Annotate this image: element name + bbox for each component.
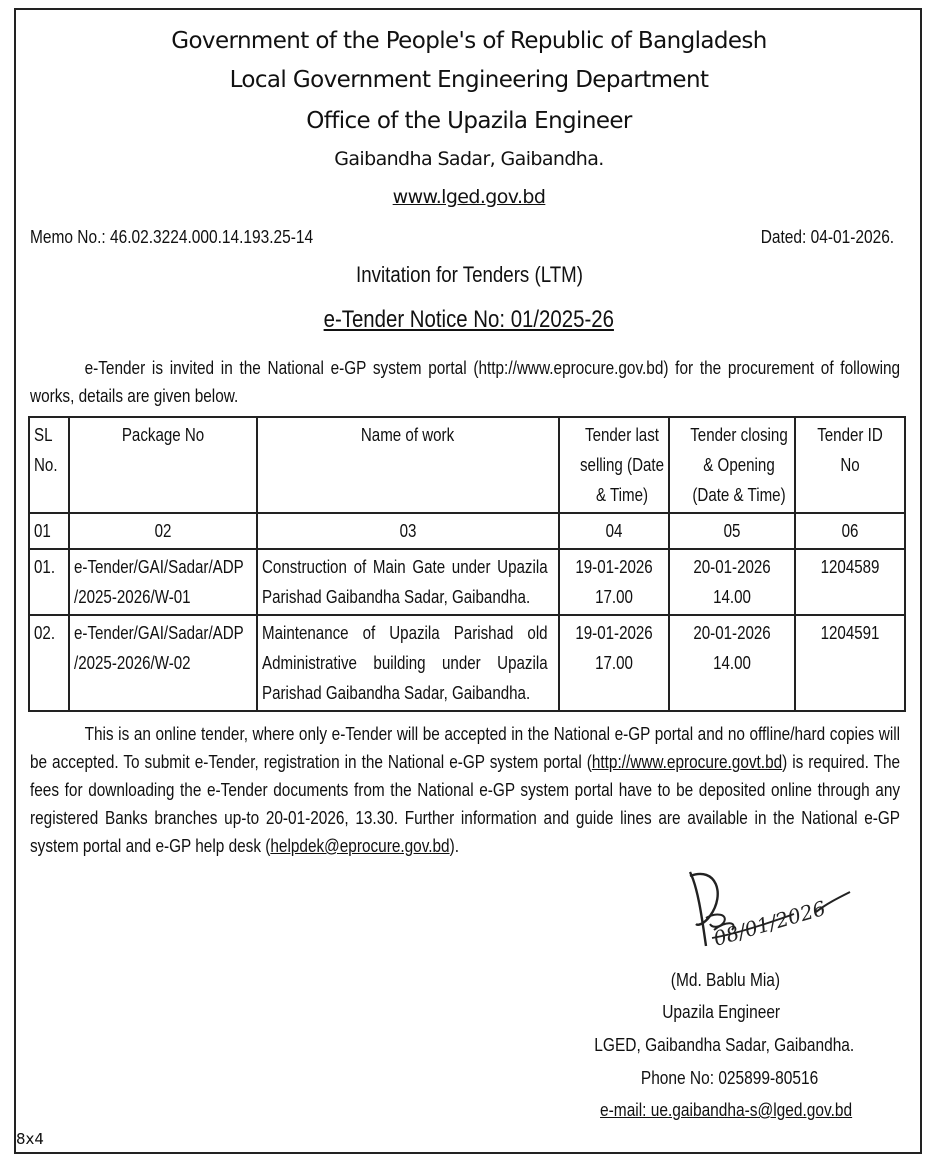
table-header-row: [29, 417, 905, 513]
signatory-designation-text: Upazila Engineer: [662, 1002, 780, 1022]
closing-time: 14.00: [713, 653, 751, 673]
signatory-office: [0, 1035, 854, 1056]
row-selling: [559, 549, 669, 615]
row-package: e-Tender/GAI/Sadar/ADP /2025-2026/W-01: [69, 549, 257, 615]
header-closing: Tender closing & Opening (Date & Time): [669, 417, 795, 513]
memo-date: Dated: 04-01-2026.: [760, 227, 894, 247]
corner-mark: 8x4: [16, 1130, 44, 1148]
header-department: Local Government Engineering Department: [229, 67, 709, 93]
tender-table: [28, 416, 906, 712]
closing-date: 20-01-2026: [693, 623, 771, 643]
selling-date: 19-01-2026: [575, 623, 653, 643]
selling-time: 17.00: [595, 653, 633, 673]
header-location: Gaibandha Sadar, Gaibandha.: [334, 148, 604, 170]
notice-title: [0, 262, 938, 288]
intro-text: e-Tender is invited in the National e-GP system portal (http://www.eprocure.gov.bd) for the procurement of following works, details are given below.: [30, 358, 901, 406]
table-index-row: [29, 513, 905, 549]
body-paragraph: [30, 720, 900, 860]
signatory-phone-text: Phone No: 025899-80516: [640, 1068, 818, 1088]
handwritten-signature: [676, 858, 856, 958]
body-text-a: This is an online tender, where only e-Tender will be accepted in the National e-GP portal and no offline/hard copies will be accepted. To submit e-Tender, registration in the National e-GP system portal (: [30, 724, 901, 772]
signatory-email-text[interactable]: e-mail: ue.gaibandha-s@lged.gov.bd: [599, 1100, 852, 1120]
row-closing: [669, 615, 795, 711]
memo-number: Memo No.: 46.02.3224.000.14.193.25-14: [30, 227, 314, 247]
index-cell: 04: [559, 513, 669, 549]
notice-number-text: e-Tender Notice No: 01/2025-26: [323, 306, 615, 333]
row-tender-id: 1204589: [795, 549, 905, 615]
selling-time: 17.00: [595, 587, 633, 607]
signatory-designation: [0, 1002, 780, 1023]
helpdesk-email-link[interactable]: helpdek@eprocure.gov.bd: [270, 836, 450, 856]
closing-date: 20-01-2026: [693, 557, 771, 577]
header-work: Name of work: [257, 417, 559, 513]
header-sl: SL No.: [29, 417, 69, 513]
row-tender-id: 1204591: [795, 615, 905, 711]
signatory-name: [0, 970, 780, 991]
signatory-office-text: LGED, Gaibandha Sadar, Gaibandha.: [594, 1035, 854, 1055]
notice-title-text: Invitation for Tenders (LTM): [355, 262, 583, 287]
intro-paragraph: [30, 354, 900, 410]
index-cell: 02: [69, 513, 257, 549]
closing-time: 14.00: [713, 587, 751, 607]
row-sl: 01.: [29, 549, 69, 615]
index-cell: 06: [795, 513, 905, 549]
index-cell: 03: [257, 513, 559, 549]
notice-number: [0, 306, 938, 334]
header-government: Government of the People's of Republic of Bangladesh: [171, 28, 767, 54]
table-row: [29, 549, 905, 615]
header-website-link[interactable]: www.lged.gov.bd: [392, 186, 546, 208]
row-selling: [559, 615, 669, 711]
signatory-name-text: (Md. Bablu Mia): [670, 970, 780, 990]
row-work: Construction of Main Gate under Upazila Parishad Gaibandha Sadar, Gaibandha.: [257, 549, 559, 615]
header-selling: Tender last selling (Date & Time): [559, 417, 669, 513]
index-cell: 01: [29, 513, 69, 549]
header-office: Office of the Upazila Engineer: [306, 108, 632, 134]
signatory-phone: [0, 1068, 818, 1089]
selling-date: 19-01-2026: [575, 557, 653, 577]
table-row: [29, 615, 905, 711]
row-closing: [669, 549, 795, 615]
header-package: Package No: [69, 417, 257, 513]
row-package: e-Tender/GAI/Sadar/ADP /2025-2026/W-02: [69, 615, 257, 711]
signatory-email[interactable]: [0, 1100, 852, 1121]
eprocure-link[interactable]: http://www.eprocure.govt.bd: [591, 752, 783, 772]
row-sl: 02.: [29, 615, 69, 711]
row-work: Maintenance of Upazila Parishad old Administrative building under Upazila Parishad Gaibandha Sadar, Gaibandha.: [257, 615, 559, 711]
body-text-b: ) is required. The fees for downloading the e-Tender documents from the National e-GP system portal have to be deposited online through any registered Banks branches up-to 20-01-2026, 13.30. Further information and guide lines are available in the National e-GP system portal and e-GP help desk (: [30, 752, 901, 856]
signature-date: 08/01/2026: [710, 895, 829, 951]
header-tender-id: Tender ID No: [795, 417, 905, 513]
body-text-c: ).: [449, 836, 459, 856]
index-cell: 05: [669, 513, 795, 549]
